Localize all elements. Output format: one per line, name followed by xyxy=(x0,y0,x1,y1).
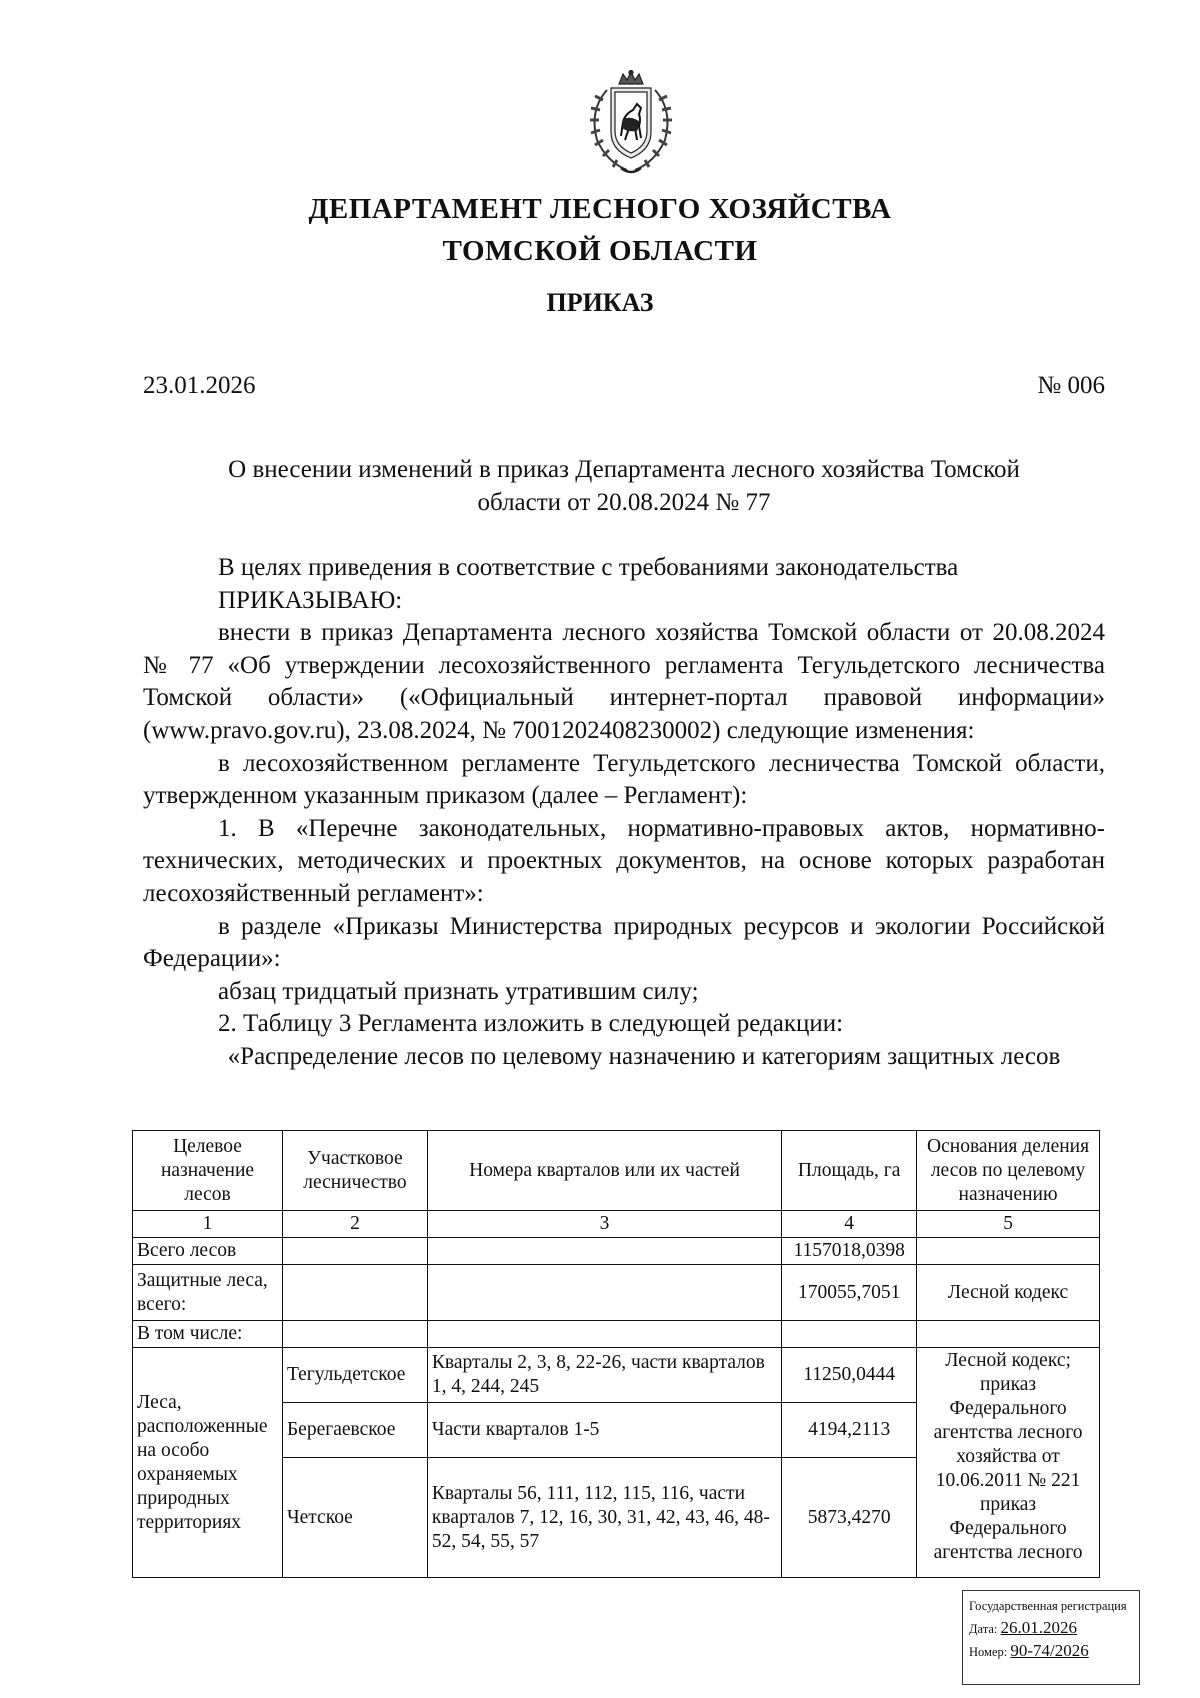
header-basis: Основания деления лесов по целевому назначению xyxy=(917,1131,1100,1211)
cell-quarters: Части кварталов 1-5 xyxy=(427,1403,781,1458)
order-subject xyxy=(143,453,1105,519)
cell-empty xyxy=(427,1321,781,1348)
header-forestry: Участковое лесничество xyxy=(282,1131,427,1211)
subject-line1: О внесении изменений в приказ Департамента лесного хозяйства Томской xyxy=(228,456,1020,483)
registration-stamp xyxy=(962,1590,1140,1685)
registration-number-row xyxy=(969,1640,1133,1663)
registration-date-row xyxy=(969,1617,1133,1640)
cell-basis: Лесной кодекс xyxy=(917,1265,1100,1321)
paragraph-section: в разделе «Приказы Министерства природных ресурсов и экологии Российской Федерации»: xyxy=(143,912,1105,973)
coat-of-arms-emblem xyxy=(567,70,695,180)
paragraph-purpose: В целях приведения в соответствие с требованиями законодательства xyxy=(218,554,959,581)
paragraph-amend: внести в приказ Департамента лесного хозяйства Томской области от 20.08.2024 № 77 «Об утверждении лесохозяйственного регламента Тегульдетского лесничества Томской области» («Официальный интернет-портал правовой информации» (www.pravo.gov.ru), 23.08.2024, № 7001202408230002) следующие изменения: xyxy=(143,619,1105,744)
cell-purpose: В том числе: xyxy=(133,1321,283,1348)
cell-empty xyxy=(782,1321,917,1348)
cell-empty xyxy=(282,1265,427,1321)
cell-forestry: Четское xyxy=(282,1458,427,1578)
cell-purpose: Защитные леса, всего: xyxy=(133,1265,283,1321)
cell-forestry: Тегульдетское xyxy=(282,1348,427,1403)
table-row xyxy=(133,1265,1100,1321)
paragraph-item-1: 1. В «Перечне законодательных, нормативно-правовых актов, нормативно-технических, методических и проектных документов, на основе которых разработан лесохозяйственный регламент»: xyxy=(143,814,1105,907)
registration-number-label: Номер: xyxy=(969,1645,1008,1659)
col-number: 4 xyxy=(782,1211,917,1238)
registration-title: Государственная регистрация xyxy=(969,1599,1127,1613)
cell-empty xyxy=(427,1265,781,1321)
col-number: 2 xyxy=(282,1211,427,1238)
order-body xyxy=(143,552,1105,1074)
table-header-row xyxy=(133,1131,1100,1211)
cell-quarters: Кварталы 2, 3, 8, 22-26, части кварталов 1, 4, 244, 245 xyxy=(427,1348,781,1403)
order-date: 23.01.2026 xyxy=(143,372,256,399)
cell-purpose: Всего лесов xyxy=(133,1238,283,1265)
registration-number-value: 90-74/2026 xyxy=(1010,1641,1089,1660)
paragraph-regulation: в лесохозяйственном регламенте Тегульдетского лесничества Томской области, утвержденном указанным приказом (далее – Регламент): xyxy=(143,749,1105,810)
cell-purpose-oopt: Леса, расположенные на особо охраняемых природных территориях xyxy=(133,1348,283,1578)
cell-empty xyxy=(282,1238,427,1265)
col-number: 3 xyxy=(427,1211,781,1238)
header-area: Площадь, га xyxy=(782,1131,917,1211)
department-title-line2: ТОМСКОЙ ОБЛАСТИ xyxy=(442,235,758,267)
cell-area: 5873,4270 xyxy=(782,1458,917,1578)
header-purpose: Целевое назначение лесов xyxy=(133,1131,283,1211)
order-number: № 006 xyxy=(1037,372,1105,399)
document-type: ПРИКАЗ xyxy=(546,288,654,317)
table-title: «Распределение лесов по целевому назначению и категориям защитных лесов xyxy=(227,1042,1061,1070)
subject-line2: области от 20.08.2024 № 77 xyxy=(477,489,771,516)
col-number: 5 xyxy=(917,1211,1100,1238)
forest-distribution-table xyxy=(132,1130,1100,1578)
table-row xyxy=(133,1238,1100,1265)
col-number: 1 xyxy=(133,1211,283,1238)
registration-date-label: Дата: xyxy=(969,1622,998,1636)
header-quarters: Номера кварталов или их частей xyxy=(427,1131,781,1211)
cell-basis-oopt: Лесной кодекс; приказ Федерального агентства лесного хозяйства от 10.06.2011 № 221 приказ Федерального агентства лесного xyxy=(917,1348,1100,1578)
table-row-numbers xyxy=(133,1211,1100,1238)
cell-quarters: Кварталы 56, 111, 112, 115, 116, части кварталов 7, 12, 16, 30, 31, 42, 43, 46, 48-52, 54, 55, 57 xyxy=(427,1458,781,1578)
table-row xyxy=(133,1348,1100,1403)
paragraph-invalidate: абзац тридцатый признать утратившим силу; xyxy=(218,977,699,1005)
paragraph-order: ПРИКАЗЫВАЮ: xyxy=(218,586,403,614)
cell-empty xyxy=(917,1238,1100,1265)
cell-empty xyxy=(917,1321,1100,1348)
table-row xyxy=(133,1321,1100,1348)
cell-empty xyxy=(282,1321,427,1348)
cell-area: 1157018,0398 xyxy=(782,1238,917,1265)
registration-date-value: 26.01.2026 xyxy=(1000,1618,1078,1637)
cell-forestry: Берегаевское xyxy=(282,1403,427,1458)
cell-area: 4194,2113 xyxy=(782,1403,917,1458)
cell-area: 11250,0444 xyxy=(782,1348,917,1403)
department-title-line1: ДЕПАРТАМЕНТ ЛЕСНОГО ХОЗЯЙСТВА xyxy=(308,193,892,225)
cell-empty xyxy=(427,1238,781,1265)
department-title xyxy=(0,188,1200,272)
cell-area: 170055,7051 xyxy=(782,1265,917,1321)
paragraph-item-2: 2. Таблицу 3 Регламента изложить в следующей редакции: xyxy=(218,1010,844,1038)
